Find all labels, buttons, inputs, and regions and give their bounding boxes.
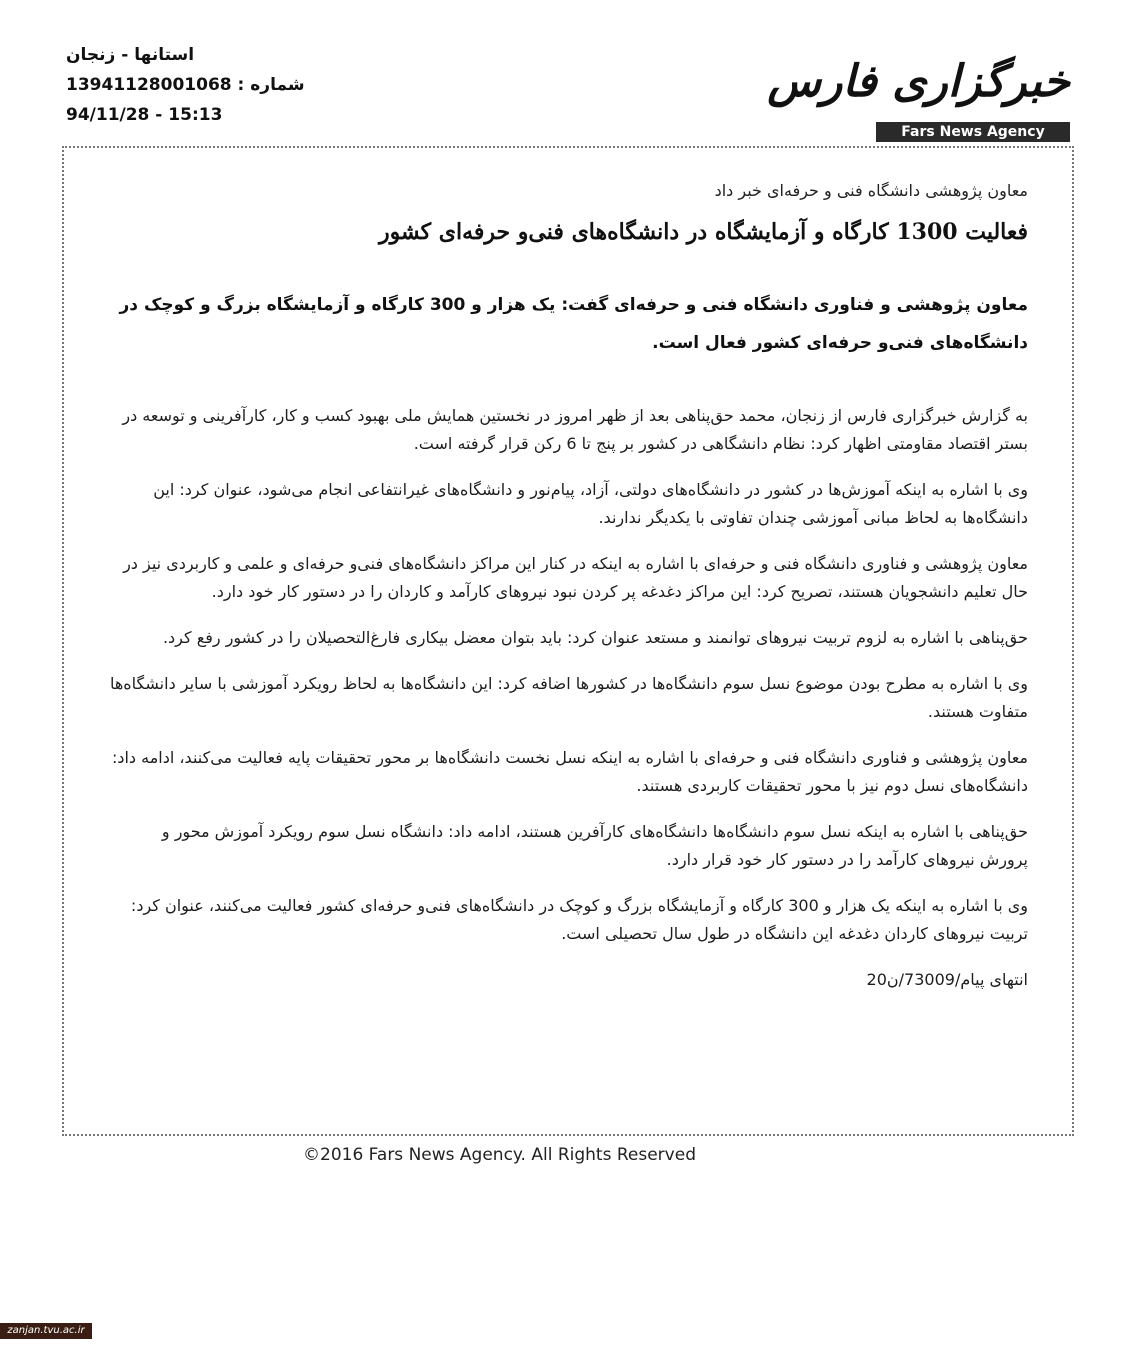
article-paragraph: وی با اشاره به اینکه آموزش‌ها در کشور در دانشگاه‌های دولتی، آزاد، پیام‌نور و دانشگاه‌های غیرانتفاعی انجام می‌شود، عنوان کرد: این دانشگاه‌ها به لحاظ مبانی آموزشی چندان تفاوتی با یکدیگر ندارند. [153, 480, 1028, 527]
article-paragraph: معاون پژوهشی و فناوری دانشگاه فنی و حرفه‌ای با اشاره به اینکه در کنار این مراکز دانشگاه‌های فنی‌و حرفه‌ای و علمی و کاربردی نیز در حال تعلیم دانشجویان هستند، تصریح کرد: این مراکز دغدغه پر کردن نبود نیروهای کارآمد و کاردان را در دستور کار خود دارد. [123, 554, 1028, 601]
document-number-row [66, 70, 366, 100]
site-watermark: zanjan.tvu.ac.ir [0, 1323, 92, 1339]
document-number-label: شماره : [237, 75, 305, 95]
article-content [110, 176, 1028, 994]
document-number-value: 13941128001068 [66, 75, 232, 95]
section-label: استانها - زنجان [66, 45, 195, 65]
copyright-footer: ©2016 Fars News Agency. All Rights Reserved [303, 1145, 696, 1165]
article-paragraph: معاون پژوهشی و فناوری دانشگاه فنی و حرفه‌ای با اشاره به اینکه نسل نخست دانشگاه‌ها بر محور تحقیقات پایه فعالیت می‌کنند، ادامه داد: دانشگاه‌های نسل دوم نیز با محور تحقیقات کاربردی هستند. [111, 748, 1028, 795]
document-datetime: 94/11/28 - 15:13 [66, 105, 223, 125]
logo-script-text: خبرگزاری فارس [767, 56, 1070, 107]
logo-bar-text: Fars News Agency [876, 122, 1070, 142]
article-paragraph: حق‌پناهی با اشاره به اینکه نسل سوم دانشگاه‌ها دانشگاه‌های کارآفرین هستند، ادامه داد: دانشگاه نسل سوم رویکرد آموزش محور و پرورش نیروهای کارآمد را در دستور کار خود قرار دارد. [161, 822, 1028, 869]
fars-news-logo [767, 52, 1074, 144]
article-paragraph: وی با اشاره به مطرح بودن موضوع نسل سوم دانشگاه‌ها در کشورها اضافه کرد: این دانشگاه‌ها به لحاظ رویکرد آموزشی با سایر دانشگاه‌ها متفاوت هستند. [109, 674, 1028, 721]
article-summary: معاون پژوهشی و فناوری دانشگاه فنی و حرفه‌ای گفت: یک هزار و 300 کارگاه و آزمایشگاه بزرگ و کوچک در دانشگاه‌های فنی‌و حرفه‌ای کشور فعال است. [119, 295, 1028, 353]
article-body [110, 402, 1028, 994]
article-lead-in: معاون پژوهشی دانشگاه فنی و حرفه‌ای خبر داد [714, 181, 1028, 200]
article-paragraph: به گزارش خبرگزاری فارس از زنجان، محمد حق‌پناهی بعد از ظهر امروز در نخستین همایش ملی بهبود کسب و کار، کارآفرینی و توسعه در بستر اقتصاد مقاومتی اظهار کرد: نظام دانشگاهی در کشور بر پنج تا 6 رکن قرار گرفته است. [122, 406, 1028, 453]
article-signoff: انتهای پیام/73009/ن20 [866, 970, 1028, 989]
article-paragraph: حق‌پناهی با اشاره به لزوم تربیت نیروهای توانمند و مستعد عنوان کرد: باید بتوان معضل بیکاری فارغ‌التحصیلان را در کشور رفع کرد. [162, 628, 1028, 647]
document-meta [66, 40, 366, 130]
article-headline: فعالیت 1300 کارگاه و آزمایشگاه در دانشگاه‌های فنی‌و حرفه‌ای کشور [379, 219, 1028, 245]
article-paragraph: وی با اشاره به اینکه یک هزار و 300 کارگاه و آزمایشگاه بزرگ و کوچک در دانشگاه‌های فنی‌و حرفه‌ای کشور فعالیت می‌کنند، عنوان کرد: تربیت نیروهای کاردان دغدغه این دانشگاه در طول سال تحصیلی است. [130, 896, 1028, 943]
